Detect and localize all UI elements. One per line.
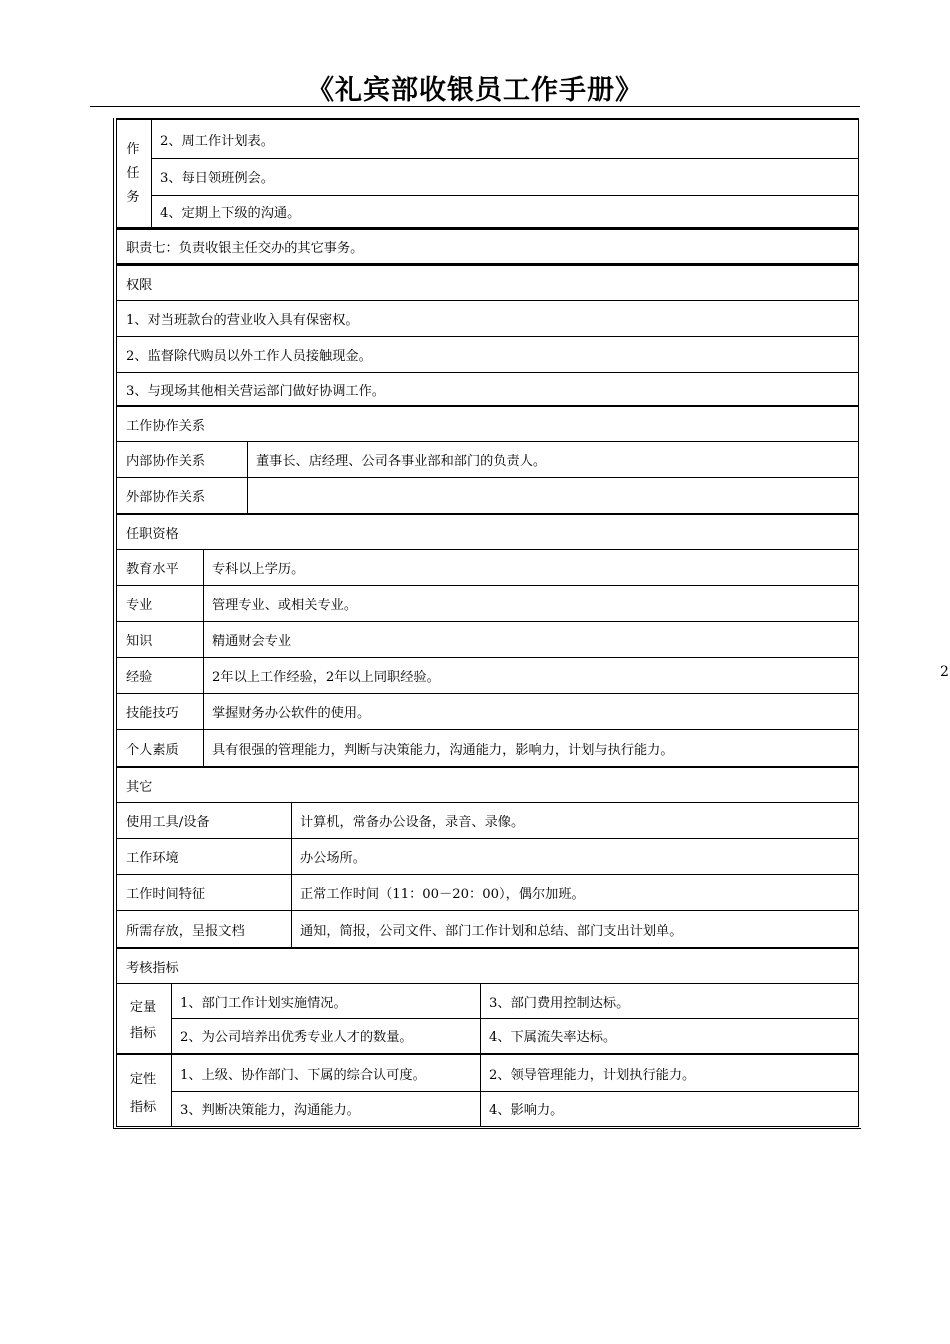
other-label: 使用工具/设备 [126,815,210,830]
duty-item [151,195,858,227]
other-label: 工作环境 [126,851,179,866]
section-header-text: 考核指标 [126,960,179,976]
section-header-text: 其它 [126,779,153,795]
table-outer-left-border [113,118,114,1128]
relation-label: 外部协作关系 [126,490,206,505]
qualification-row [116,621,859,658]
authority-row [116,336,859,373]
other-value: 计算机，常备办公设备，录音、录像。 [300,815,525,830]
other-row [116,838,859,875]
indicator-item: 1、部门工作计划实施情况。 [180,995,347,1011]
other-row [116,802,859,839]
side-label-char: 任 [126,166,140,181]
qualification-value: 2年以上工作经验，2年以上同职经验。 [212,670,440,685]
table-outer-bottom-border [113,1128,861,1129]
qualification-value: 精通财会专业 [212,634,292,649]
indicator-label-line: 指标 [129,1026,157,1041]
indicator-item: 2、领导管理能力，计划执行能力。 [489,1067,696,1083]
duty-item [151,120,858,159]
duties-side-label [117,138,149,210]
qualification-row [116,729,859,767]
page-number: 2 [940,664,949,680]
qualification-label: 技能技巧 [126,706,179,721]
authority-row [116,300,859,337]
qualification-value: 掌握财务办公软件的使用。 [212,706,371,721]
section-header [116,513,859,550]
other-label: 工作时间特征 [126,887,206,902]
authority-text: 2、监督除代购员以外工作人员接触现金。 [126,349,372,364]
qualification-value: 具有很强的管理能力，判断与决策能力，沟通能力，影响力，计划与执行能力。 [212,742,674,758]
qualification-label: 教育水平 [126,562,179,577]
qualitative-label [117,1066,169,1122]
section-header [116,947,859,984]
section-header [116,766,859,803]
relation-value [247,478,858,513]
indicator-label-line: 指标 [129,1100,157,1115]
title-underline [90,106,860,107]
duty-item-text: 2、周工作计划表。 [160,133,274,149]
section-header-text: 工作协作关系 [126,418,206,434]
authority-text: 3、与现场其他相关营运部门做好协调工作。 [126,383,385,399]
qualification-row [116,693,859,730]
other-value: 办公场所。 [300,851,366,866]
duty-seven-text: 职责七：负责收银主任交办的其它事务。 [126,241,364,256]
qualification-value: 管理专业、或相关专业。 [212,598,358,613]
indicator-item: 2、为公司培养出优秀专业人才的数量。 [180,1030,413,1045]
indicator-item: 4、影响力。 [489,1103,564,1118]
duty-item [151,158,858,196]
section-header [116,405,859,442]
indicator-item: 3、判断决策能力，沟通能力。 [180,1103,360,1118]
other-value: 通知，简报，公司文件、部门工作计划和总结、部门支出计划单。 [300,923,683,939]
qualification-label: 专业 [126,598,153,613]
other-label: 所需存放，呈报文档 [126,923,245,939]
qualification-label: 知识 [126,634,153,649]
authority-text: 1、对当班款台的营业收入具有保密权。 [126,313,359,328]
section-header-text: 任职资格 [126,526,179,542]
section-header-text: 权限 [126,277,153,293]
quantitative-label [117,995,169,1047]
side-label-char: 作 [126,142,140,157]
duty-item-text: 3、每日领班例会。 [160,171,274,186]
relation-row [116,441,859,478]
relation-value: 董事长、店经理、公司各事业部和部门的负责人。 [256,454,547,469]
indicator-label-line: 定性 [129,1072,157,1087]
authority-row [116,372,859,406]
other-row [116,910,859,948]
document-title: 《礼宾部收银员工作手册》 [307,75,643,106]
relation-row [116,477,859,514]
section-header [116,264,859,301]
qualitative-block [116,1053,859,1127]
indicator-item: 3、部门费用控制达标。 [489,995,630,1011]
other-row [116,874,859,911]
indicator-label-line: 定量 [129,1000,157,1015]
duty-item-text: 4、定期上下级的沟通。 [160,205,301,221]
indicator-item: 1、上级、协作部门、下属的综合认可度。 [180,1067,426,1083]
quantitative-block [116,983,859,1054]
other-value: 正常工作时间（11：00－20：00），偶尔加班。 [300,887,585,902]
qualification-row [116,657,859,694]
relation-label: 内部协作关系 [126,454,206,469]
duty-seven-row [116,228,859,264]
qualification-label: 个人素质 [126,742,179,758]
duties-block [116,118,859,228]
qualification-label: 经验 [126,670,153,685]
indicator-item: 4、下属流失率达标。 [489,1030,617,1045]
qualification-row [116,549,859,586]
side-label-char: 务 [126,190,140,205]
qualification-row [116,585,859,622]
qualification-value: 专科以上学历。 [212,562,305,577]
